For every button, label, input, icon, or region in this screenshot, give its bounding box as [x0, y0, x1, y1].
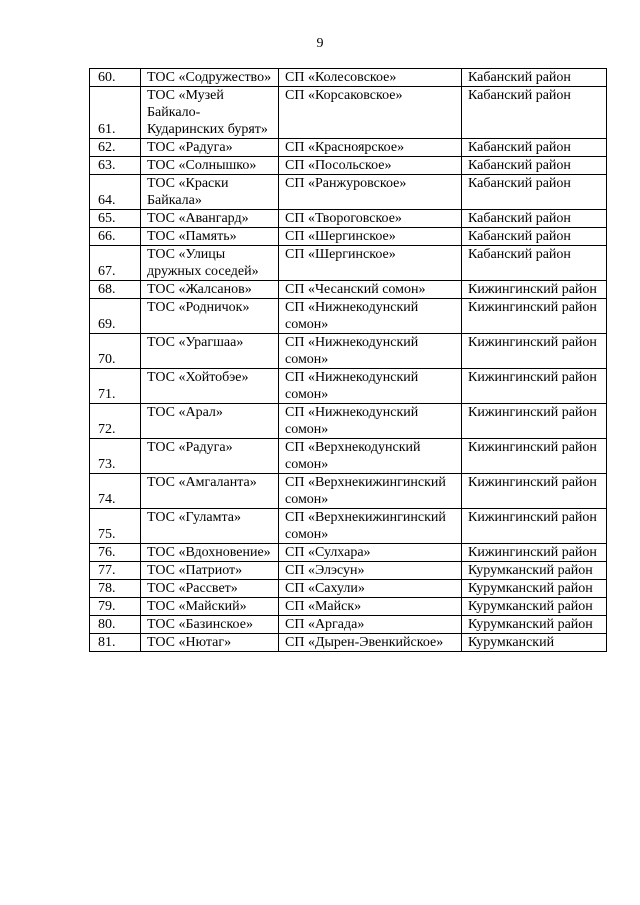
tos-table: [89, 68, 607, 652]
tos-name-cell: ТОС «Жалсанов»: [141, 281, 279, 299]
table-row: [90, 157, 607, 175]
district-cell: Кабанский район: [462, 69, 607, 87]
table-row: [90, 634, 607, 652]
row-number-cell: 74.: [90, 474, 141, 509]
table-row: [90, 439, 607, 474]
table-row: [90, 87, 607, 139]
settlement-cell: СП «Корсаковское»: [279, 87, 462, 139]
settlement-cell: СП «Ранжуровское»: [279, 175, 462, 210]
settlement-cell: СП «Нижнекодунский сомон»: [279, 369, 462, 404]
district-cell: Кижингинский район: [462, 369, 607, 404]
tos-name-cell: ТОС «Базинское»: [141, 616, 279, 634]
row-number-cell: 65.: [90, 210, 141, 228]
table-row: [90, 246, 607, 281]
row-number-cell: 62.: [90, 139, 141, 157]
district-cell: Кабанский район: [462, 175, 607, 210]
settlement-cell: СП «Дырен-Эвенкийское»: [279, 634, 462, 652]
settlement-cell: СП «Красноярское»: [279, 139, 462, 157]
table-row: [90, 509, 607, 544]
settlement-cell: СП «Твороговское»: [279, 210, 462, 228]
table-row: [90, 334, 607, 369]
district-cell: Кижингинский район: [462, 299, 607, 334]
table-row: [90, 580, 607, 598]
row-number-cell: 73.: [90, 439, 141, 474]
tos-name-cell: ТОС «Солнышко»: [141, 157, 279, 175]
tos-name-cell: ТОС «Авангард»: [141, 210, 279, 228]
row-number-cell: 67.: [90, 246, 141, 281]
table-row: [90, 299, 607, 334]
settlement-cell: СП «Верхнекижингинский сомон»: [279, 509, 462, 544]
tos-name-cell: ТОС «Память»: [141, 228, 279, 246]
table-row: [90, 616, 607, 634]
settlement-cell: СП «Нижнекодунский сомон»: [279, 334, 462, 369]
table-row: [90, 404, 607, 439]
district-cell: Курумканский: [462, 634, 607, 652]
district-cell: Кабанский район: [462, 139, 607, 157]
table-row: [90, 474, 607, 509]
row-number-cell: 64.: [90, 175, 141, 210]
settlement-cell: СП «Элэсун»: [279, 562, 462, 580]
district-cell: Кабанский район: [462, 87, 607, 139]
table-row: [90, 139, 607, 157]
tos-name-cell: ТОС «Арал»: [141, 404, 279, 439]
tos-name-cell: ТОС «Хойтобэе»: [141, 369, 279, 404]
tos-name-cell: ТОС «Радуга»: [141, 439, 279, 474]
settlement-cell: СП «Нижнекодунский сомон»: [279, 404, 462, 439]
row-number-cell: 60.: [90, 69, 141, 87]
row-number-cell: 63.: [90, 157, 141, 175]
table-body: [90, 69, 607, 652]
row-number-cell: 71.: [90, 369, 141, 404]
table-row: [90, 281, 607, 299]
district-cell: Курумканский район: [462, 598, 607, 616]
table-row: [90, 228, 607, 246]
district-cell: Кижингинский район: [462, 334, 607, 369]
row-number-cell: 72.: [90, 404, 141, 439]
settlement-cell: СП «Верхнекижингинский сомон»: [279, 474, 462, 509]
table-row: [90, 69, 607, 87]
row-number-cell: 79.: [90, 598, 141, 616]
settlement-cell: СП «Чесанский сомон»: [279, 281, 462, 299]
row-number-cell: 76.: [90, 544, 141, 562]
district-cell: Кабанский район: [462, 228, 607, 246]
district-cell: Курумканский район: [462, 562, 607, 580]
tos-name-cell: ТОС «Вдохновение»: [141, 544, 279, 562]
table-row: [90, 562, 607, 580]
row-number-cell: 80.: [90, 616, 141, 634]
tos-name-cell: ТОС «Амгаланта»: [141, 474, 279, 509]
district-cell: Кижингинский район: [462, 509, 607, 544]
settlement-cell: СП «Посольское»: [279, 157, 462, 175]
district-cell: Курумканский район: [462, 616, 607, 634]
district-cell: Кабанский район: [462, 157, 607, 175]
settlement-cell: СП «Нижнекодунский сомон»: [279, 299, 462, 334]
tos-name-cell: ТОС «Урагшаа»: [141, 334, 279, 369]
table-row: [90, 598, 607, 616]
district-cell: Кижингинский район: [462, 474, 607, 509]
table-row: [90, 175, 607, 210]
settlement-cell: СП «Сулхара»: [279, 544, 462, 562]
row-number-cell: 77.: [90, 562, 141, 580]
row-number-cell: 66.: [90, 228, 141, 246]
tos-name-cell: ТОС «Патриот»: [141, 562, 279, 580]
table-row: [90, 544, 607, 562]
row-number-cell: 69.: [90, 299, 141, 334]
row-number-cell: 70.: [90, 334, 141, 369]
tos-name-cell: ТОС «Гуламта»: [141, 509, 279, 544]
district-cell: Кижингинский район: [462, 281, 607, 299]
district-cell: Кабанский район: [462, 246, 607, 281]
tos-name-cell: ТОС «Родничок»: [141, 299, 279, 334]
tos-name-cell: ТОС «Улицы дружных соседей»: [141, 246, 279, 281]
district-cell: Курумканский район: [462, 580, 607, 598]
tos-name-cell: ТОС «Рассвет»: [141, 580, 279, 598]
tos-name-cell: ТОС «Содружество»: [141, 69, 279, 87]
tos-name-cell: ТОС «Нютаг»: [141, 634, 279, 652]
tos-name-cell: ТОС «Краски Байкала»: [141, 175, 279, 210]
district-cell: Кабанский район: [462, 210, 607, 228]
page-number: 9: [316, 36, 324, 51]
settlement-cell: СП «Шергинское»: [279, 246, 462, 281]
settlement-cell: СП «Аргада»: [279, 616, 462, 634]
tos-name-cell: ТОС «Музей Байкало-Кударинских бурят»: [141, 87, 279, 139]
table-row: [90, 210, 607, 228]
row-number-cell: 68.: [90, 281, 141, 299]
district-cell: Кижингинский район: [462, 439, 607, 474]
settlement-cell: СП «Верхнекодунский сомон»: [279, 439, 462, 474]
table-row: [90, 369, 607, 404]
district-cell: Кижингинский район: [462, 544, 607, 562]
row-number-cell: 61.: [90, 87, 141, 139]
settlement-cell: СП «Колесовское»: [279, 69, 462, 87]
row-number-cell: 81.: [90, 634, 141, 652]
district-cell: Кижингинский район: [462, 404, 607, 439]
tos-name-cell: ТОС «Радуга»: [141, 139, 279, 157]
settlement-cell: СП «Майск»: [279, 598, 462, 616]
settlement-cell: СП «Шергинское»: [279, 228, 462, 246]
tos-name-cell: ТОС «Майский»: [141, 598, 279, 616]
row-number-cell: 75.: [90, 509, 141, 544]
settlement-cell: СП «Сахули»: [279, 580, 462, 598]
row-number-cell: 78.: [90, 580, 141, 598]
